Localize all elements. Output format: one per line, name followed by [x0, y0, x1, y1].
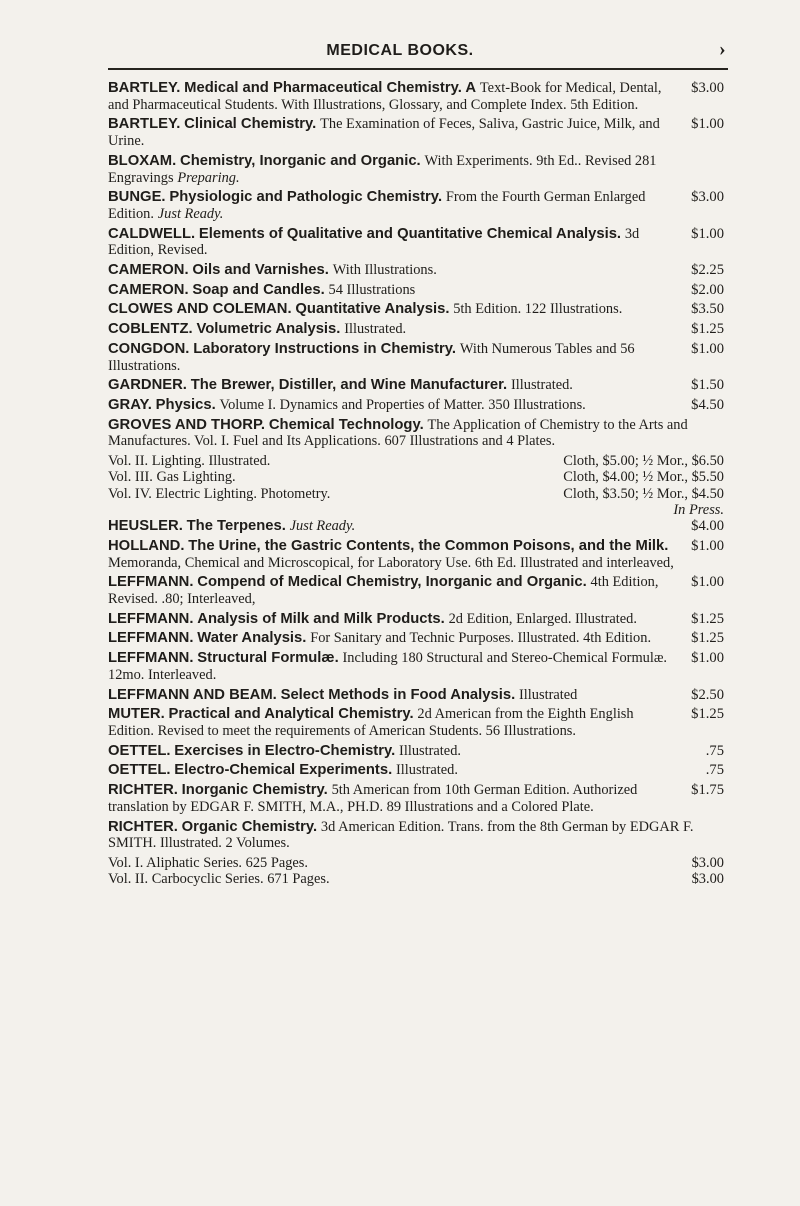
volume-label: Vol. IV. Electric Lighting. Photometry.	[108, 485, 331, 502]
book-price: $2.00	[691, 281, 724, 298]
book-entry	[108, 80, 724, 113]
book-entry	[108, 630, 724, 647]
book-author: HOLLAND.	[108, 537, 185, 554]
book-description: For Sanitary and Technic Purposes. Illustrated. 4th Edition.	[310, 630, 652, 647]
book-price: $1.75	[691, 782, 724, 799]
volume-binding: Cloth, $3.50; ½ Mor., $4.50	[563, 485, 724, 502]
book-price: $3.00	[691, 80, 724, 96]
book-price: $4.50	[691, 396, 724, 413]
book-author: CAMERON.	[108, 281, 189, 298]
book-status-note: Just Ready.	[289, 518, 356, 535]
book-entry	[108, 377, 724, 394]
page-mark: ›	[719, 38, 726, 60]
book-title: Physics.	[155, 396, 216, 413]
book-entry	[108, 782, 724, 815]
volume-row	[108, 469, 724, 485]
book-title: Clinical Chemistry.	[184, 116, 317, 133]
book-entry	[108, 116, 724, 149]
volume-row	[108, 871, 724, 887]
book-author: OETTEL.	[108, 762, 171, 779]
book-author: CONGDON.	[108, 340, 190, 357]
book-description: 2d Edition, Enlarged. Illustrated.	[448, 610, 637, 627]
book-price: $4.00	[691, 518, 724, 535]
volume-label: Vol. III. Gas Lighting.	[108, 469, 236, 486]
book-author: CALDWELL.	[108, 225, 196, 242]
book-author: MUTER.	[108, 706, 165, 723]
book-description: 5th American from 10th German Edition. Authorized translation by EDGAR F. SMITH, M.A., PH.D. 89 Illustrations and a Colored Plate.	[108, 782, 638, 815]
book-title: Compend of Medical Chemistry, Inorganic and Organic.	[197, 574, 587, 591]
book-entry	[108, 762, 724, 779]
book-entry	[108, 341, 724, 374]
book-description: Volume I. Dynamics and Properties of Matter. 350 Illustrations.	[219, 396, 586, 413]
book-price: .75	[705, 742, 724, 759]
book-author: LEFFMANN.	[108, 610, 194, 627]
book-title: Elements of Qualitative and Quantitative Chemical Analysis.	[198, 225, 622, 242]
book-title: Quantitative Analysis.	[295, 301, 450, 318]
book-title: The Terpenes.	[186, 518, 286, 535]
book-author: BLOXAM.	[108, 152, 177, 169]
book-price: $3.00	[691, 189, 724, 206]
book-entry	[108, 301, 724, 318]
book-entry	[108, 538, 724, 571]
book-description: Illustrated	[518, 686, 578, 703]
book-title: Medical and Pharmaceutical Chemistry. A	[184, 80, 477, 96]
book-price: $1.00	[691, 537, 724, 554]
volume-row	[108, 855, 724, 871]
book-entry	[108, 650, 724, 683]
book-description: 3d Edition, Revised.	[108, 225, 640, 259]
book-author: CAMERON.	[108, 262, 189, 279]
book-author: GRAY.	[108, 396, 152, 413]
volume-binding: Cloth, $4.00; ½ Mor., $5.50	[563, 469, 724, 486]
book-title: Laboratory Instructions in Chemistry.	[193, 340, 457, 357]
book-title: Analysis of Milk and Milk Products.	[197, 610, 445, 627]
book-description: 2d American from the Eighth English Edition. Revised to meet the requirements of American Students. 56 Illustrations.	[108, 706, 634, 739]
book-title: Select Methods in Food Analysis.	[280, 686, 516, 703]
book-description: Text-Book for Medical, Dental, and Pharmaceutical Students. With Illustrations, Glossary, and Complete Index. 5th Edition.	[108, 80, 662, 113]
book-price: $1.00	[691, 650, 724, 667]
book-author: LEFFMANN AND BEAM.	[108, 686, 277, 703]
volume-row	[108, 486, 724, 502]
volume-note-row	[108, 502, 724, 518]
book-title: The Urine, the Gastric Contents, the Common Poisons, and the Milk.	[188, 537, 669, 554]
book-author: LEFFMANN.	[108, 630, 194, 647]
book-entry	[108, 574, 724, 607]
book-entry	[108, 687, 724, 704]
book-author: BARTLEY.	[108, 80, 181, 96]
book-price: $1.00	[691, 225, 724, 242]
book-title: Practical and Analytical Chemistry.	[168, 706, 414, 723]
book-entry	[108, 189, 724, 222]
book-description: 54 Illustrations	[328, 281, 416, 298]
book-description: With Experiments. 9th Ed.. Revised 281 Engravings	[108, 152, 657, 186]
book-description: The Examination of Feces, Saliva, Gastric Juice, Milk, and Urine.	[108, 116, 660, 150]
book-author: BARTLEY.	[108, 116, 181, 133]
book-description: Illustrated.	[344, 321, 407, 338]
book-title: Exercises in Electro-Chemistry.	[174, 742, 396, 759]
book-description: With Illustrations.	[332, 262, 437, 279]
book-title: Water Analysis.	[197, 630, 307, 647]
book-entry	[108, 417, 724, 450]
book-author: OETTEL.	[108, 742, 171, 759]
book-status-note: Preparing.	[177, 169, 240, 186]
book-author: HEUSLER.	[108, 518, 183, 535]
volume-status-note: In Press.	[673, 501, 724, 518]
book-price: $1.00	[691, 340, 724, 357]
book-title: Volumetric Analysis.	[196, 321, 341, 338]
volume-label: Vol. I. Aliphatic Series. 625 Pages.	[108, 854, 308, 871]
header-rule	[108, 68, 728, 70]
book-author: RICHTER.	[108, 818, 178, 835]
book-title: Chemical Technology.	[268, 416, 424, 433]
volume-binding: Cloth, $5.00; ½ Mor., $6.50	[563, 453, 724, 470]
book-price: $1.00	[691, 116, 724, 133]
book-price: $3.50	[691, 301, 724, 318]
book-author: RICHTER.	[108, 782, 178, 799]
book-price: $1.25	[691, 706, 724, 723]
book-title: Structural Formulæ.	[197, 650, 339, 667]
book-description: 5th Edition. 122 Illustrations.	[453, 301, 623, 318]
book-description: 4th Edition, Revised. .80; Interleaved,	[108, 574, 659, 608]
book-author: GARDNER.	[108, 377, 187, 394]
volume-label: Vol. II. Carbocyclic Series. 671 Pages.	[108, 871, 330, 888]
book-price: $1.50	[691, 377, 724, 394]
book-author: COBLENTZ.	[108, 321, 193, 338]
book-entry	[108, 743, 724, 760]
book-title: Organic Chemistry.	[181, 818, 318, 835]
book-entry	[108, 226, 724, 259]
book-title: Inorganic Chemistry.	[181, 782, 328, 799]
book-title: The Brewer, Distiller, and Wine Manufacturer.	[190, 377, 508, 394]
volume-binding: $3.00	[691, 871, 724, 888]
book-entry	[108, 282, 724, 299]
book-price: $2.25	[691, 262, 724, 279]
book-description: 3d American Edition. Trans. from the 8th German by EDGAR F. SMITH. Illustrated. 2 Volumes.	[108, 818, 694, 852]
book-entry	[108, 518, 724, 535]
book-author: GROVES AND THORP.	[108, 416, 266, 433]
volume-binding: $3.00	[691, 854, 724, 871]
volume-label: Vol. II. Lighting. Illustrated.	[108, 453, 271, 470]
book-description: The Application of Chemistry to the Arts and Manufactures. Vol. I. Fuel and Its Applications. 607 Illustrations and 4 Plates.	[108, 416, 688, 450]
book-description: Memoranda, Chemical and Microscopical, for Laboratory Use. 6th Ed. Illustrated and interleaved,	[108, 554, 674, 571]
book-entry	[108, 819, 724, 852]
book-description: Illustrated.	[396, 762, 458, 779]
book-entry	[108, 262, 724, 279]
book-entry	[108, 153, 724, 186]
book-list	[108, 80, 724, 888]
book-entry	[108, 397, 724, 414]
book-description: From the Fourth German Enlarged Edition.	[108, 189, 646, 222]
volume-row	[108, 453, 724, 469]
book-author: LEFFMANN.	[108, 650, 194, 667]
book-entry	[108, 321, 724, 338]
book-title: Soap and Candles.	[192, 281, 325, 298]
book-title: Chemistry, Inorganic and Organic.	[180, 152, 421, 169]
book-price: .75	[705, 762, 724, 779]
book-author: CLOWES AND COLEMAN.	[108, 301, 292, 318]
book-entry	[108, 706, 724, 739]
book-price: $1.25	[691, 610, 724, 627]
book-status-note: Just Ready.	[157, 205, 224, 222]
book-description: Including 180 Structural and Stereo-Chemical Formulæ. 12mo. Interleaved.	[108, 650, 668, 683]
book-description: Illustrated.	[399, 742, 461, 759]
book-title: Physiologic and Pathologic Chemistry.	[169, 189, 443, 206]
book-description: With Numerous Tables and 56 Illustrations.	[108, 340, 635, 374]
book-price: $1.00	[691, 574, 724, 591]
book-description: Illustrated.	[510, 377, 573, 394]
book-author: BUNGE.	[108, 189, 166, 206]
book-title: Electro-Chemical Experiments.	[174, 762, 393, 779]
book-price: $1.25	[691, 321, 724, 338]
book-entry	[108, 611, 724, 628]
book-price: $1.25	[691, 630, 724, 647]
book-author: LEFFMANN.	[108, 574, 194, 591]
running-head: MEDICAL BOOKS.	[326, 42, 474, 59]
book-price: $2.50	[691, 686, 724, 703]
book-title: Oils and Varnishes.	[192, 262, 329, 279]
